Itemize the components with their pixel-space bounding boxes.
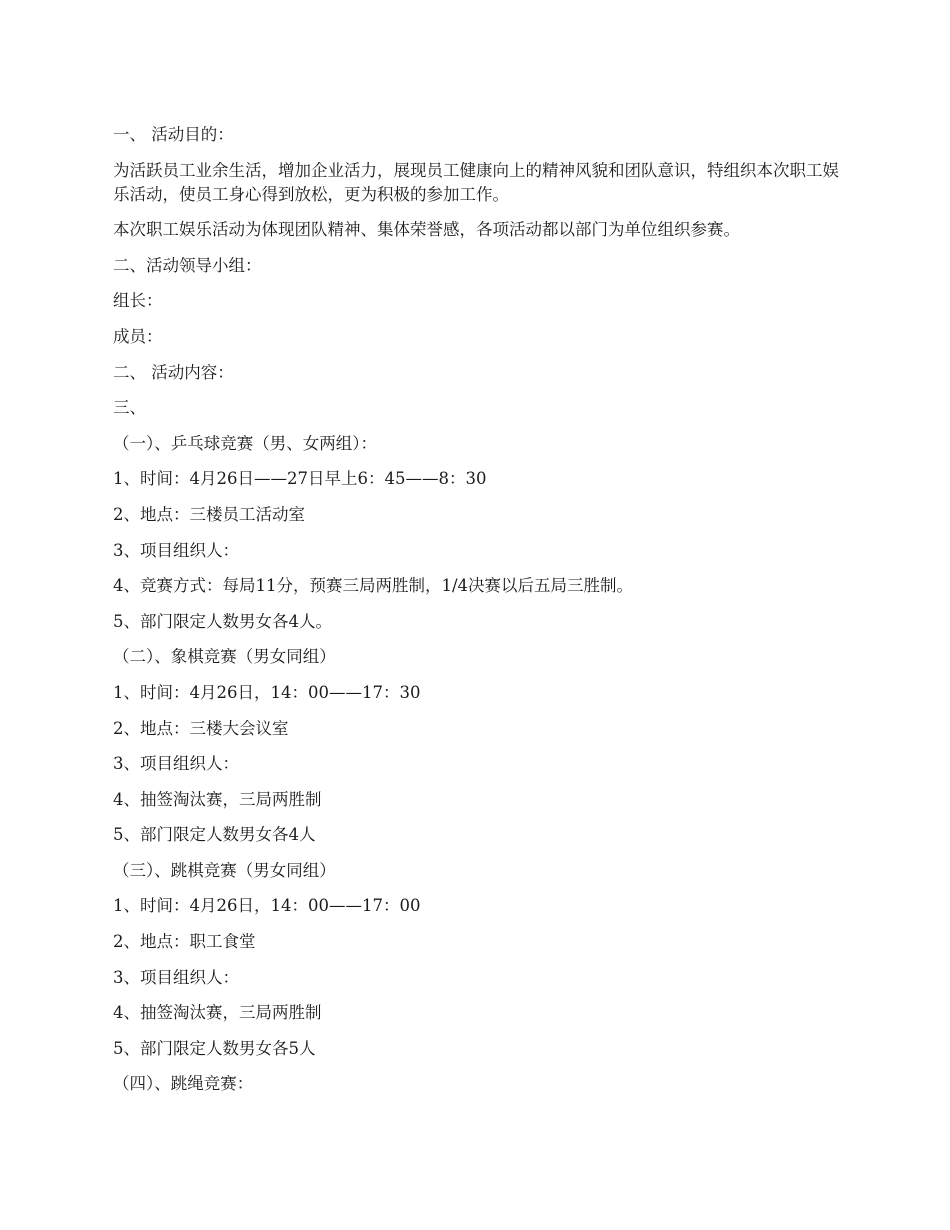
subheading-chess: （二）、象棋竞赛（男女同组）: [113, 647, 336, 667]
chess-quota: 5、部门限定人数男女各4人: [113, 825, 316, 845]
table-tennis-format: 4、竞赛方式：每局11分，预赛三局两胜制，1/4决赛以后五局三胜制。: [113, 576, 634, 596]
chess-organizer: 3、项目组织人：: [113, 754, 239, 774]
chess-location: 2、地点：三楼大会议室: [113, 718, 289, 738]
section-heading-purpose: 一、 活动目的：: [113, 125, 234, 144]
section-heading-leadership: 二、活动领导小组：: [113, 255, 262, 275]
subheading-table-tennis: （一）、乒乓球竞赛（男、女两组）：: [113, 433, 377, 453]
chess-format: 4、抽签淘汰赛，三局两胜制: [113, 789, 322, 809]
members-line: 成员：: [113, 326, 163, 346]
document-body: [113, 123, 843, 1108]
subheading-checkers: （三）、跳棋竞赛（男女同组）: [113, 860, 336, 880]
paragraph-purpose-text: 为活跃员工业余生活，增加企业活力，展现员工健康向上的精神风貌和团队意识，特组织本次职工娱乐活动，使员工身心得到放松，更为积极的参加工作。: [113, 160, 839, 204]
checkers-format: 4、抽签淘汰赛，三局两胜制: [113, 1003, 322, 1023]
table-tennis-location: 2、地点：三楼员工活动室: [113, 504, 305, 524]
subheading-jump-rope: （四）、跳绳竞赛：: [113, 1074, 254, 1094]
section-heading-three: 三、: [113, 398, 146, 418]
table-tennis-organizer: 3、项目组织人：: [113, 540, 239, 560]
table-tennis-quota: 5、部门限定人数男女各4人。: [113, 611, 332, 631]
checkers-location: 2、地点：职工食堂: [113, 932, 256, 952]
table-tennis-time: 1、时间：4月26日——27日早上6：45——8：30: [113, 469, 487, 489]
section-heading-content: 二、 活动内容：: [113, 362, 234, 382]
paragraph-team-note: 本次职工娱乐活动为体现团队精神、集体荣誉感，各项活动都以部门为单位组织参赛。: [113, 220, 740, 240]
checkers-time: 1、时间：4月26日，14：00——17：00: [113, 896, 421, 916]
leader-line: 组长：: [113, 291, 163, 311]
chess-time: 1、时间：4月26日，14：00——17：30: [113, 682, 421, 702]
checkers-quota: 5、部门限定人数男女各5人: [113, 1038, 316, 1058]
checkers-organizer: 3、项目组织人：: [113, 967, 239, 987]
